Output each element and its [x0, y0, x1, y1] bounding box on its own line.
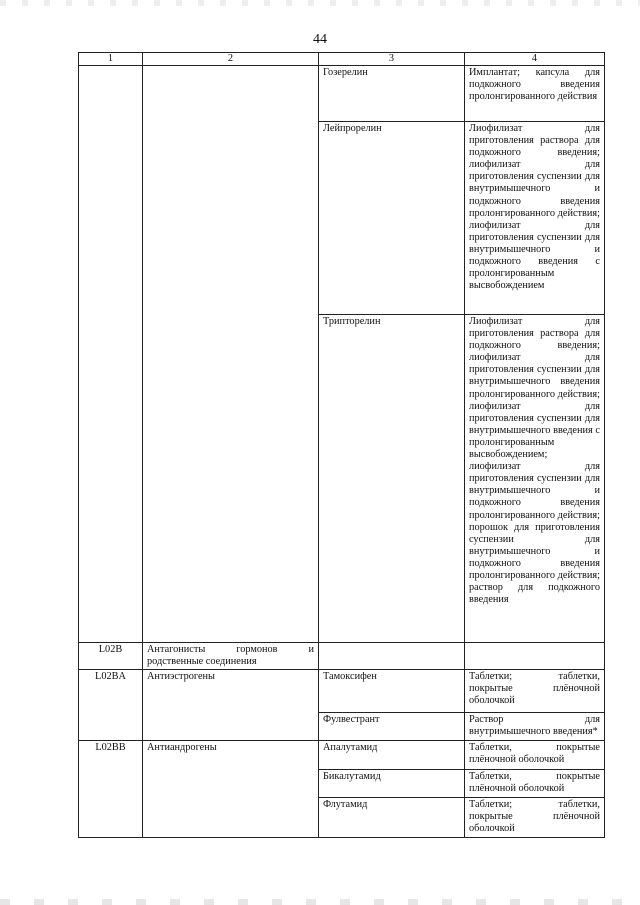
group-name-cell: Антиандрогены [143, 741, 319, 838]
dosage-form-cell: Таблетки, покрытые плёночной оболочкой [465, 770, 605, 798]
column-header-3: 3 [319, 53, 465, 66]
table-row [79, 741, 605, 770]
drug-name-cell [319, 643, 465, 670]
atc-code-cell: L02B [79, 643, 143, 670]
drug-name-cell: Фулвестрант [319, 713, 465, 741]
dosage-form-cell: Таблетки; таблетки, покрытые плёночной оболочкой [465, 670, 605, 713]
group-name-cell: Антагонисты гормонов и родственные соединения [143, 643, 319, 670]
dosage-form-cell: Таблетки, покрытые плёночной оболочкой [465, 741, 605, 770]
drug-name-cell: Апалутамид [319, 741, 465, 770]
drug-name-cell: Флутамид [319, 798, 465, 838]
table-row [79, 643, 605, 670]
column-header-2: 2 [143, 53, 319, 66]
atc-code-cell [79, 66, 143, 643]
table-row [79, 670, 605, 713]
dosage-form-cell: Лиофилизат для приготовления раствора для подкожного введения; лиофилизат для приготовления суспензии для внутримышечного и подкожного введения пролонгированного действия; лиофилизат для приготовления суспензии для внутримышечного и подкожного введения с пролонгированным высвобождением [465, 122, 605, 315]
dosage-form-cell: Имплантат; капсула для подкожного введения пролонгированного действия [465, 66, 605, 122]
column-header-1: 1 [79, 53, 143, 66]
drug-name-cell: Трипторелин [319, 315, 465, 643]
group-name-cell [143, 66, 319, 643]
column-header-4: 4 [465, 53, 605, 66]
drug-name-cell: Тамоксифен [319, 670, 465, 713]
drug-name-cell: Лейпрорелин [319, 122, 465, 315]
scan-edge-top [0, 0, 640, 6]
dosage-form-cell: Раствор для внутримышечного введения* [465, 713, 605, 741]
group-name-cell: Антиэстрогены [143, 670, 319, 741]
dosage-form-cell: Лиофилизат для приготовления раствора для подкожного введения; лиофилизат для приготовления суспензии для внутримышечного введения пролонгированного действия; лиофилизат для приготовления суспензии для внутримышечного введения с пролонгированным высвобождением; лиофилизат для приготовления суспензии для внутримышечного и подкожного введения пролонгированного действия; порошок для приготовления суспензии для внутримышечного и подкожного введения пролонгированного действия; раствор для подкожного введения [465, 315, 605, 643]
table-row [79, 66, 605, 122]
drug-name-cell: Бикалутамид [319, 770, 465, 798]
drug-name-cell: Гозерелин [319, 66, 465, 122]
table-header-row [79, 53, 605, 66]
atc-code-cell: L02BA [79, 670, 143, 741]
dosage-form-cell [465, 643, 605, 670]
page-number: 44 [313, 32, 327, 47]
dosage-form-cell: Таблетки; таблетки, покрытые плёночной оболочкой [465, 798, 605, 838]
scan-edge-bottom [0, 899, 640, 905]
drug-table [78, 52, 605, 838]
atc-code-cell: L02BB [79, 741, 143, 838]
